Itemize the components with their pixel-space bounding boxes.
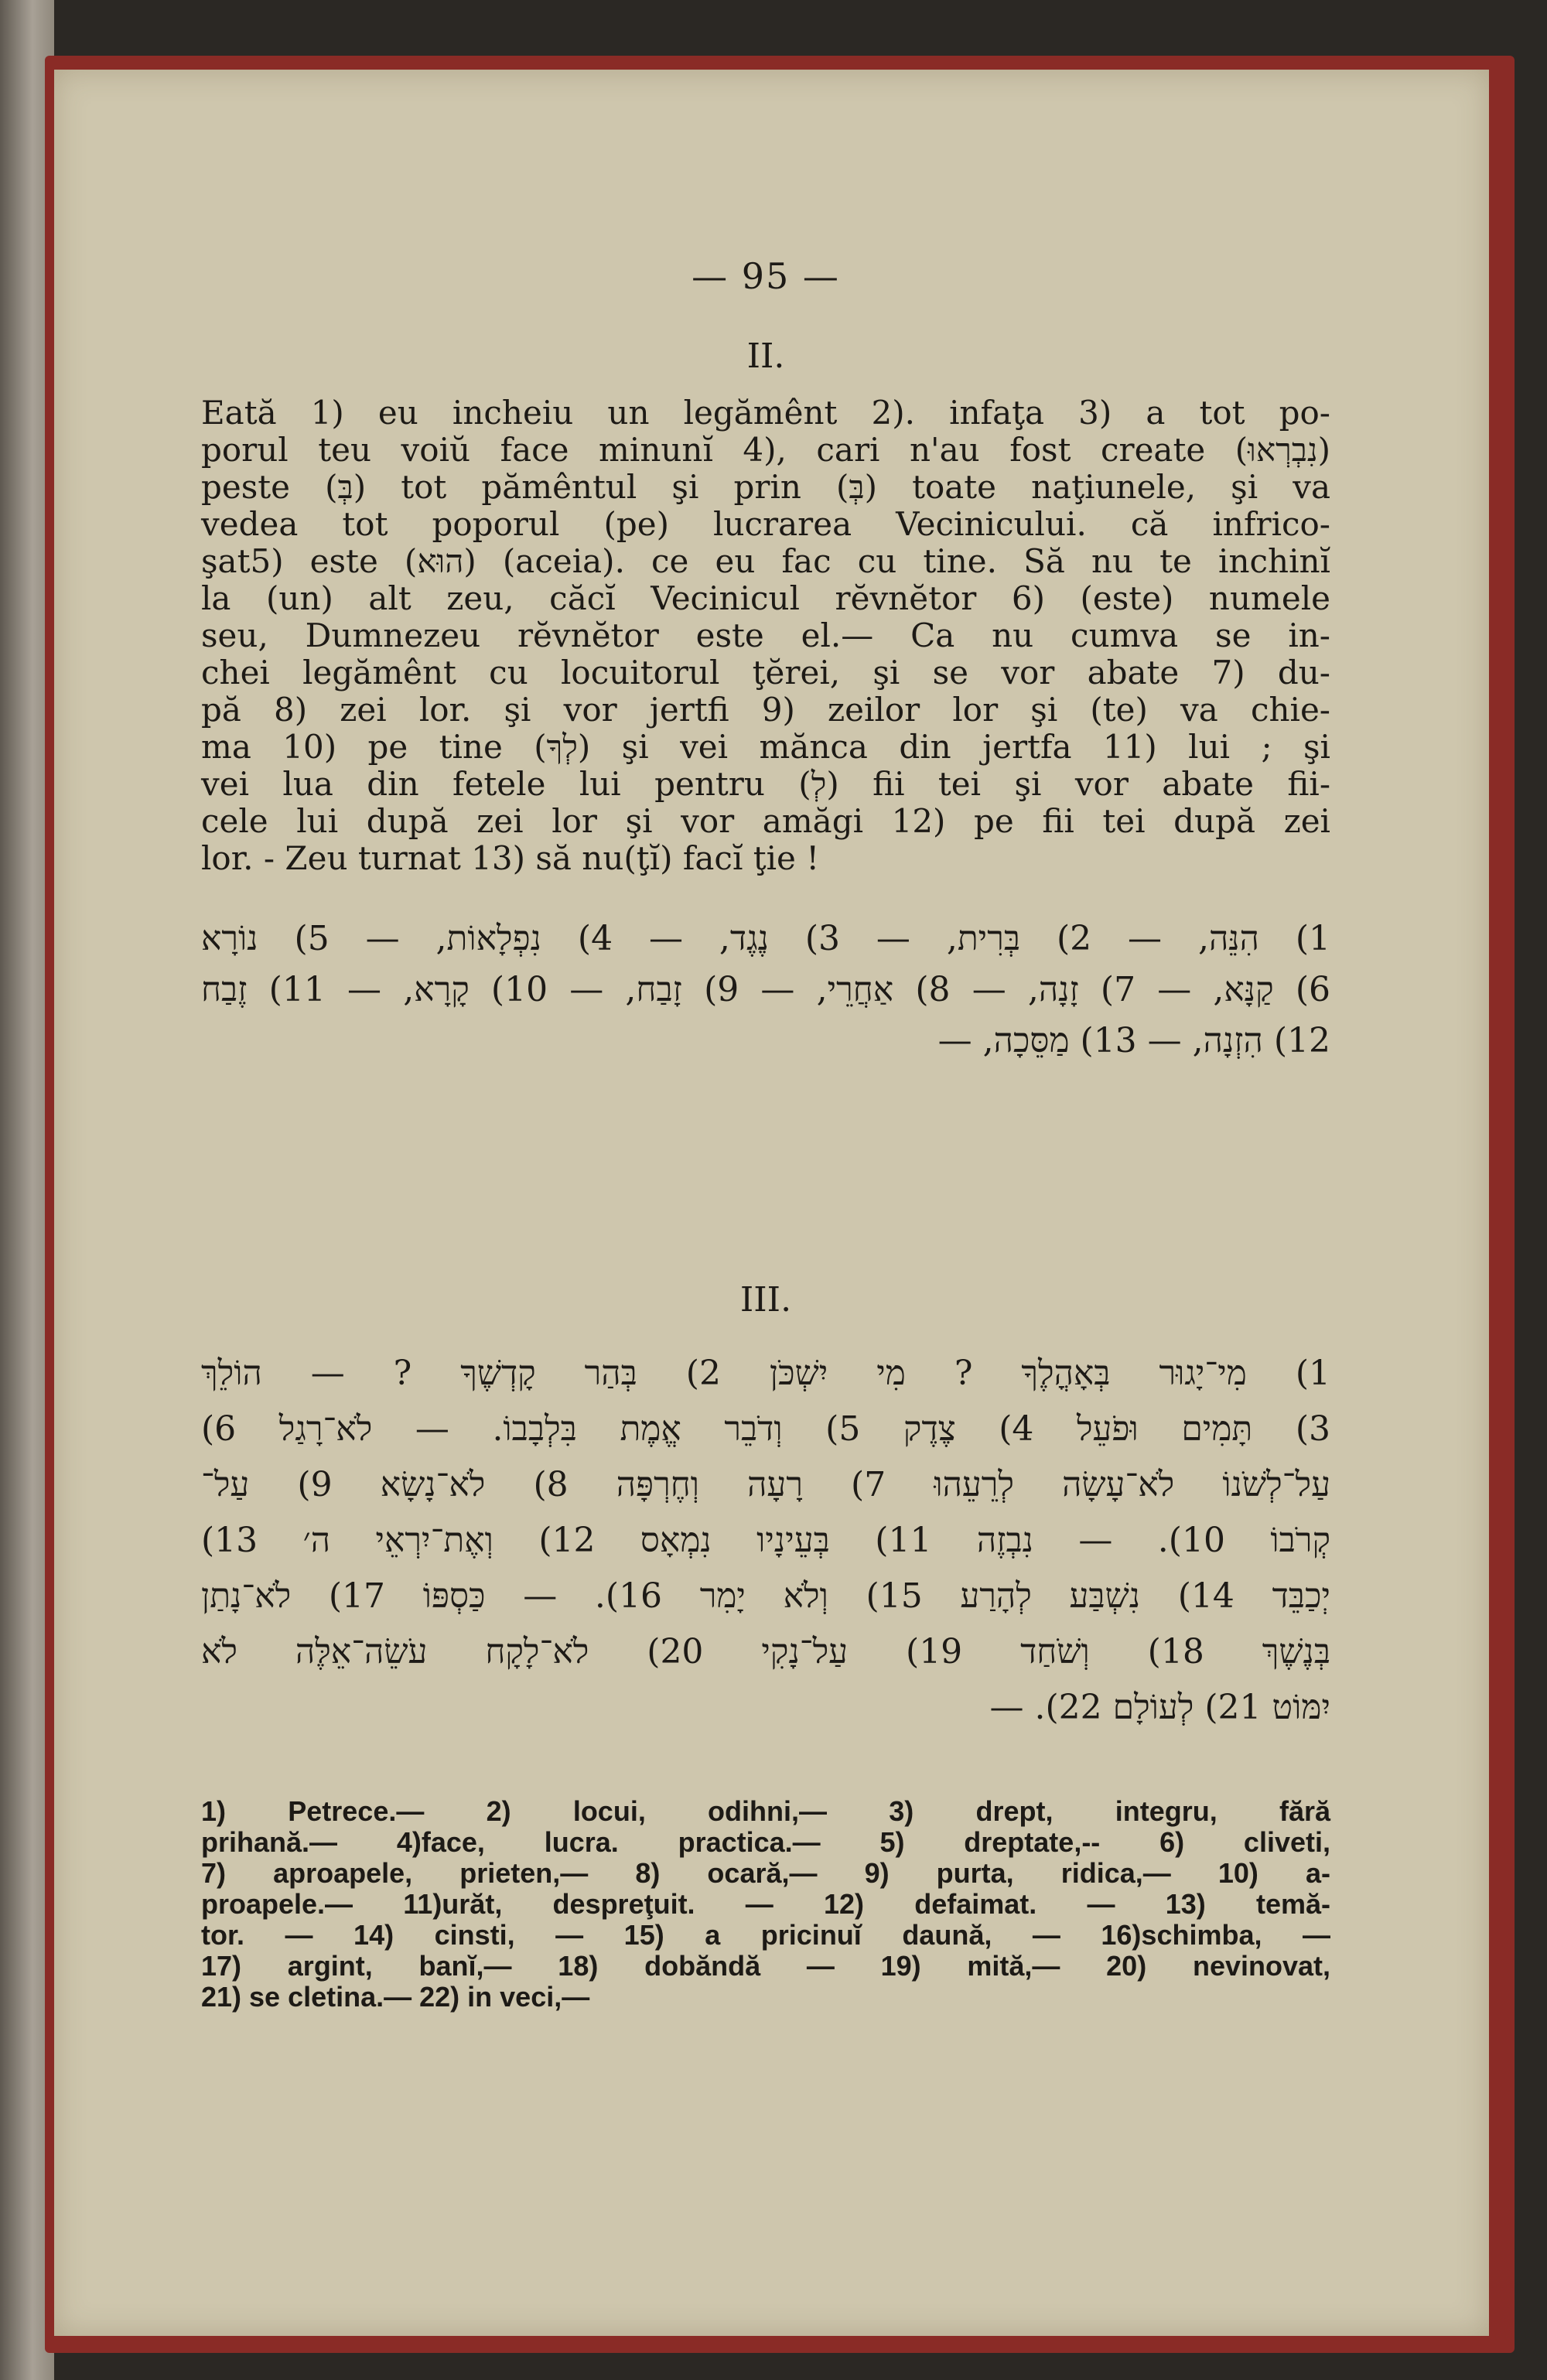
hebrew-psalm-line: 3) תָּמִים וּפֹעֵל 4) צֶדֶק 5) וְדֹבֵר אֱמֶת בִּלְבָבוֹ. — לֹא־רָגַל 6) [201, 1409, 1330, 1449]
hebrew-psalm-line: יִמּוֹט 21) לְעוֹלָם 22). — [989, 1688, 1330, 1727]
hebrew-vocab-line: 1) הִנֵּה, — 2) בְּרִית, — 3) נֶגֶד, — 4) נִפְלָאוֹת, — 5) נוֹרָא [201, 919, 1330, 958]
glossary-line: tor. — 14) cinsti, — 15) a pricinuĭ daună, — 16)schimba, — [201, 1919, 1330, 1951]
romanian-line: vei lua din fetele lui pentru (לְ) fii tei şi vor abate fii- [201, 765, 1331, 803]
romanian-line: ma 10) pe tine (לְךָ) şi vei mănca din jertfa 11) lui ; şi [201, 728, 1330, 766]
hebrew-vocab-line: 6) קַנָּא, — 7) זָנָה, — 8) אַחֲרֵי, — 9) זָבַח, — 10) קָרָא, — 11) זֶבַח [201, 970, 1330, 1009]
hebrew-psalm-line: עַל־לְשֹׁנוֹ לֹא־עָשָׂה לְרֵעֵהוּ 7) רָעָה וְחֶרְפָּה 8) לֹא־נָשָׂא 9) עַל־ [201, 1465, 1330, 1504]
book-page [54, 70, 1489, 2336]
section-2-heading: II. [746, 336, 785, 376]
romanian-line: şat5) este (הוּא) (aceia). ce eu fac cu tine. Să nu te inchinĭ [201, 542, 1330, 580]
romanian-line: peste (בְּ) tot pămêntul şi prin (בְּ) toate naţiunele, şi va [201, 468, 1331, 506]
romanian-line: lor. - Zeu turnat 13) să nu(ţĭ) facĭ ţie ! [201, 839, 820, 877]
hebrew-psalm-line: קְרֹבוֹ 10). — נִבְזֶה 11) בְּעֵינָיו נִמְאָס 12) וְאֶת־יִרְאֵי ה׳ 13) [201, 1521, 1331, 1560]
romanian-line: Eată 1) eu incheiu un legămênt 2). infaţa 3) a tot po- [201, 394, 1330, 432]
glossary-line: 17) argint, banĭ,— 18) dobăndă — 19) mită,— 20) nevinovat, [201, 1950, 1330, 1982]
hebrew-psalm-line: בְּנֶשֶׁךְ 18) וְשֹׁחַד 19) עַל־נָקִי 20) לֹא־לָקָח עֹשֵׂה־אֵלֶּה לֹא [201, 1632, 1331, 1671]
romanian-line: cele lui după zei lor şi vor amăgi 12) pe fii tei după zei [201, 802, 1330, 840]
romanian-line: vedea tot poporul (pe) lucrarea Vecinicului. că infrico- [201, 505, 1330, 543]
romanian-line: porul teu voiŭ face minunĭ 4), cari n'au fost create (נִבְרְאוּ) [201, 431, 1330, 469]
glossary-line: proapele.— 11)urăt, despreţuit. — 12) defaimat. — 13) temă- [201, 1888, 1330, 1920]
hebrew-psalm-line: יְכַבֵּד 14) נִשְׁבַּע לְהָרַע 15) וְלֹא יָמִר 16). — כַּסְפּוֹ 17) לֹא־נָתַן [201, 1576, 1330, 1616]
page-number: — 95 — [692, 255, 840, 297]
romanian-line: pă 8) zei lor. şi vor jertfi 9) zeilor lor şi (te) va chie- [201, 691, 1330, 729]
romanian-line: chei legămênt cu locuitorul ţĕrei, şi se vor abate 7) du- [201, 654, 1330, 691]
romanian-line: la (un) alt zeu, căcĭ Vecinicul rĕvnĕtor 6) (este) numele [201, 579, 1330, 617]
hebrew-vocab-line: 12) הִזְנָה, — 13) מַסֵּכָה, — [937, 1021, 1330, 1060]
glossary-line: 1) Petrece.— 2) locui, odihni,— 3) drept, integru, fără [201, 1795, 1330, 1827]
glossary-line: 21) se cletina.— 22) in veci,— [201, 1981, 590, 2013]
glossary-line: 7) aproapele, prieten,— 8) ocară,— 9) purta, ridica,— 10) a- [201, 1857, 1330, 1889]
glossary-line: prihană.— 4)face, lucra. practica.— 5) dreptate,-- 6) cliveti, [201, 1826, 1330, 1858]
hebrew-psalm-line: 1) מִי־יָגוּר בְּאָהֳלֶךָ ? מִי יִשְׁכֹּן 2) בְּהַר קָדְשֶׁךָ ? — הוֹלֵךְ [201, 1354, 1330, 1393]
romanian-line: seu, Dumnezeu rĕvnĕtor este el.— Ca nu cumva se in- [201, 616, 1330, 654]
section-3-heading: III. [739, 1280, 792, 1320]
